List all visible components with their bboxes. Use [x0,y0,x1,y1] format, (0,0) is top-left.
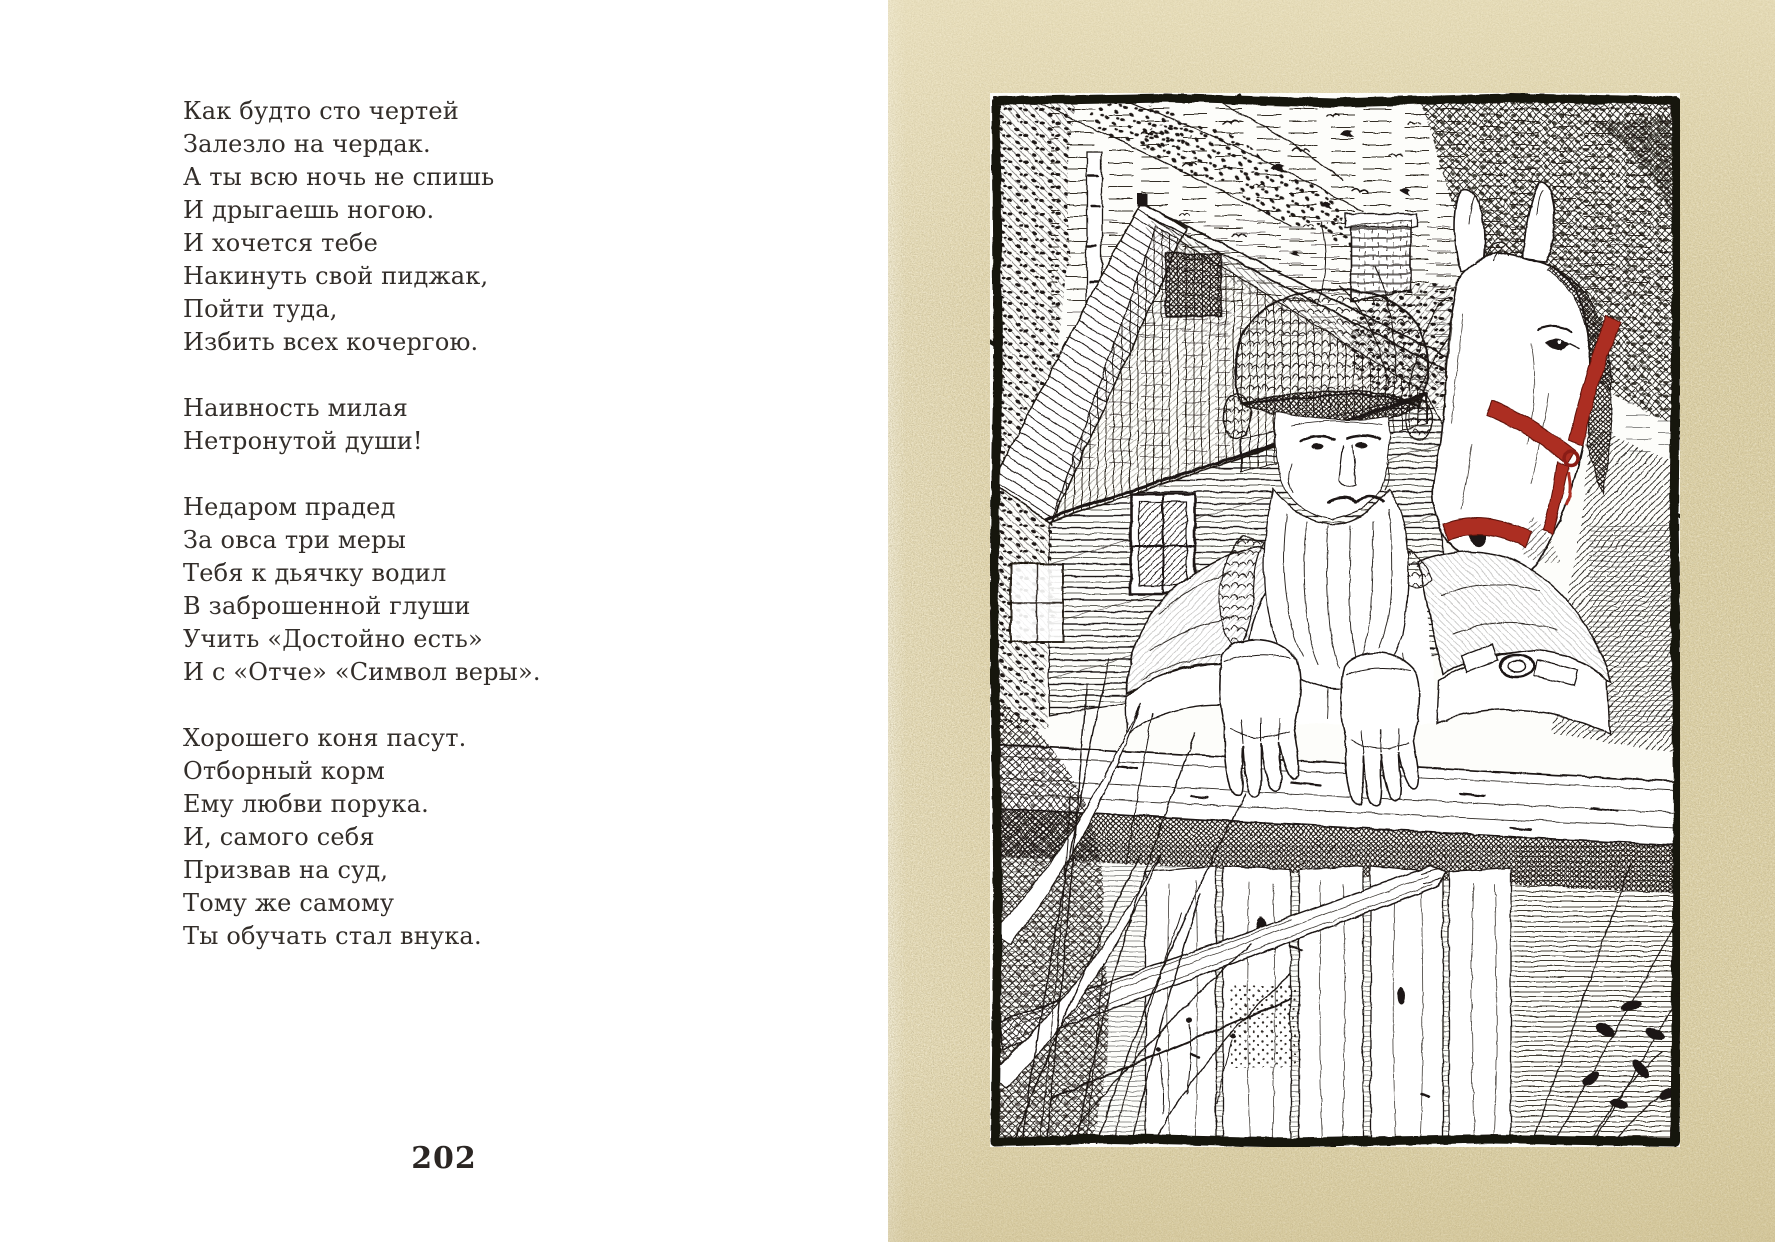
poem-line: Как будто сто чертей [183,97,459,125]
poem-line: В заброшенной глуши [183,592,471,620]
poem-line: Избить всех кочергою. [183,328,479,356]
page-number: 202 [411,1141,477,1176]
poem-line: Отборный корм [183,757,386,785]
poem [183,95,541,953]
poem-stanza [183,95,541,359]
poem-line: Ты обучать стал внука. [183,922,482,950]
poem-line: Недаром прадед [183,493,396,521]
poem-line: Пойти туда, [183,295,338,323]
poem-line: Накинуть свой пиджак, [183,262,489,290]
poem-line: Призвав на суд, [183,856,389,884]
poem-line: Нетронутой души! [183,427,423,455]
poem-line: Ему любви порука. [183,790,429,818]
poem-line: Тому же самому [183,889,395,917]
poem-line: За овса три меры [183,526,407,554]
poem-line: И, самого себя [183,823,375,851]
poem-stanza [183,491,541,689]
poem-stanza [183,392,541,458]
poem-line: Хорошего коня пасут. [183,724,467,752]
poem-line: И хочется тебе [183,229,379,257]
poem-line: Наивность милая [183,394,408,422]
poem-stanza [183,722,541,953]
poem-line: И дрыгаешь ногою. [183,196,435,224]
illustration [990,93,1680,1147]
poem-line: Залезло на чердак. [183,130,431,158]
poem-line: А ты всю ночь не спишь [183,163,495,191]
poem-line: Тебя к дьячку водил [183,559,447,587]
poem-line: Учить «Достойно есть» [183,625,483,653]
poem-line: И с «Отче» «Символ веры». [183,658,541,686]
right-page [888,0,1775,1242]
